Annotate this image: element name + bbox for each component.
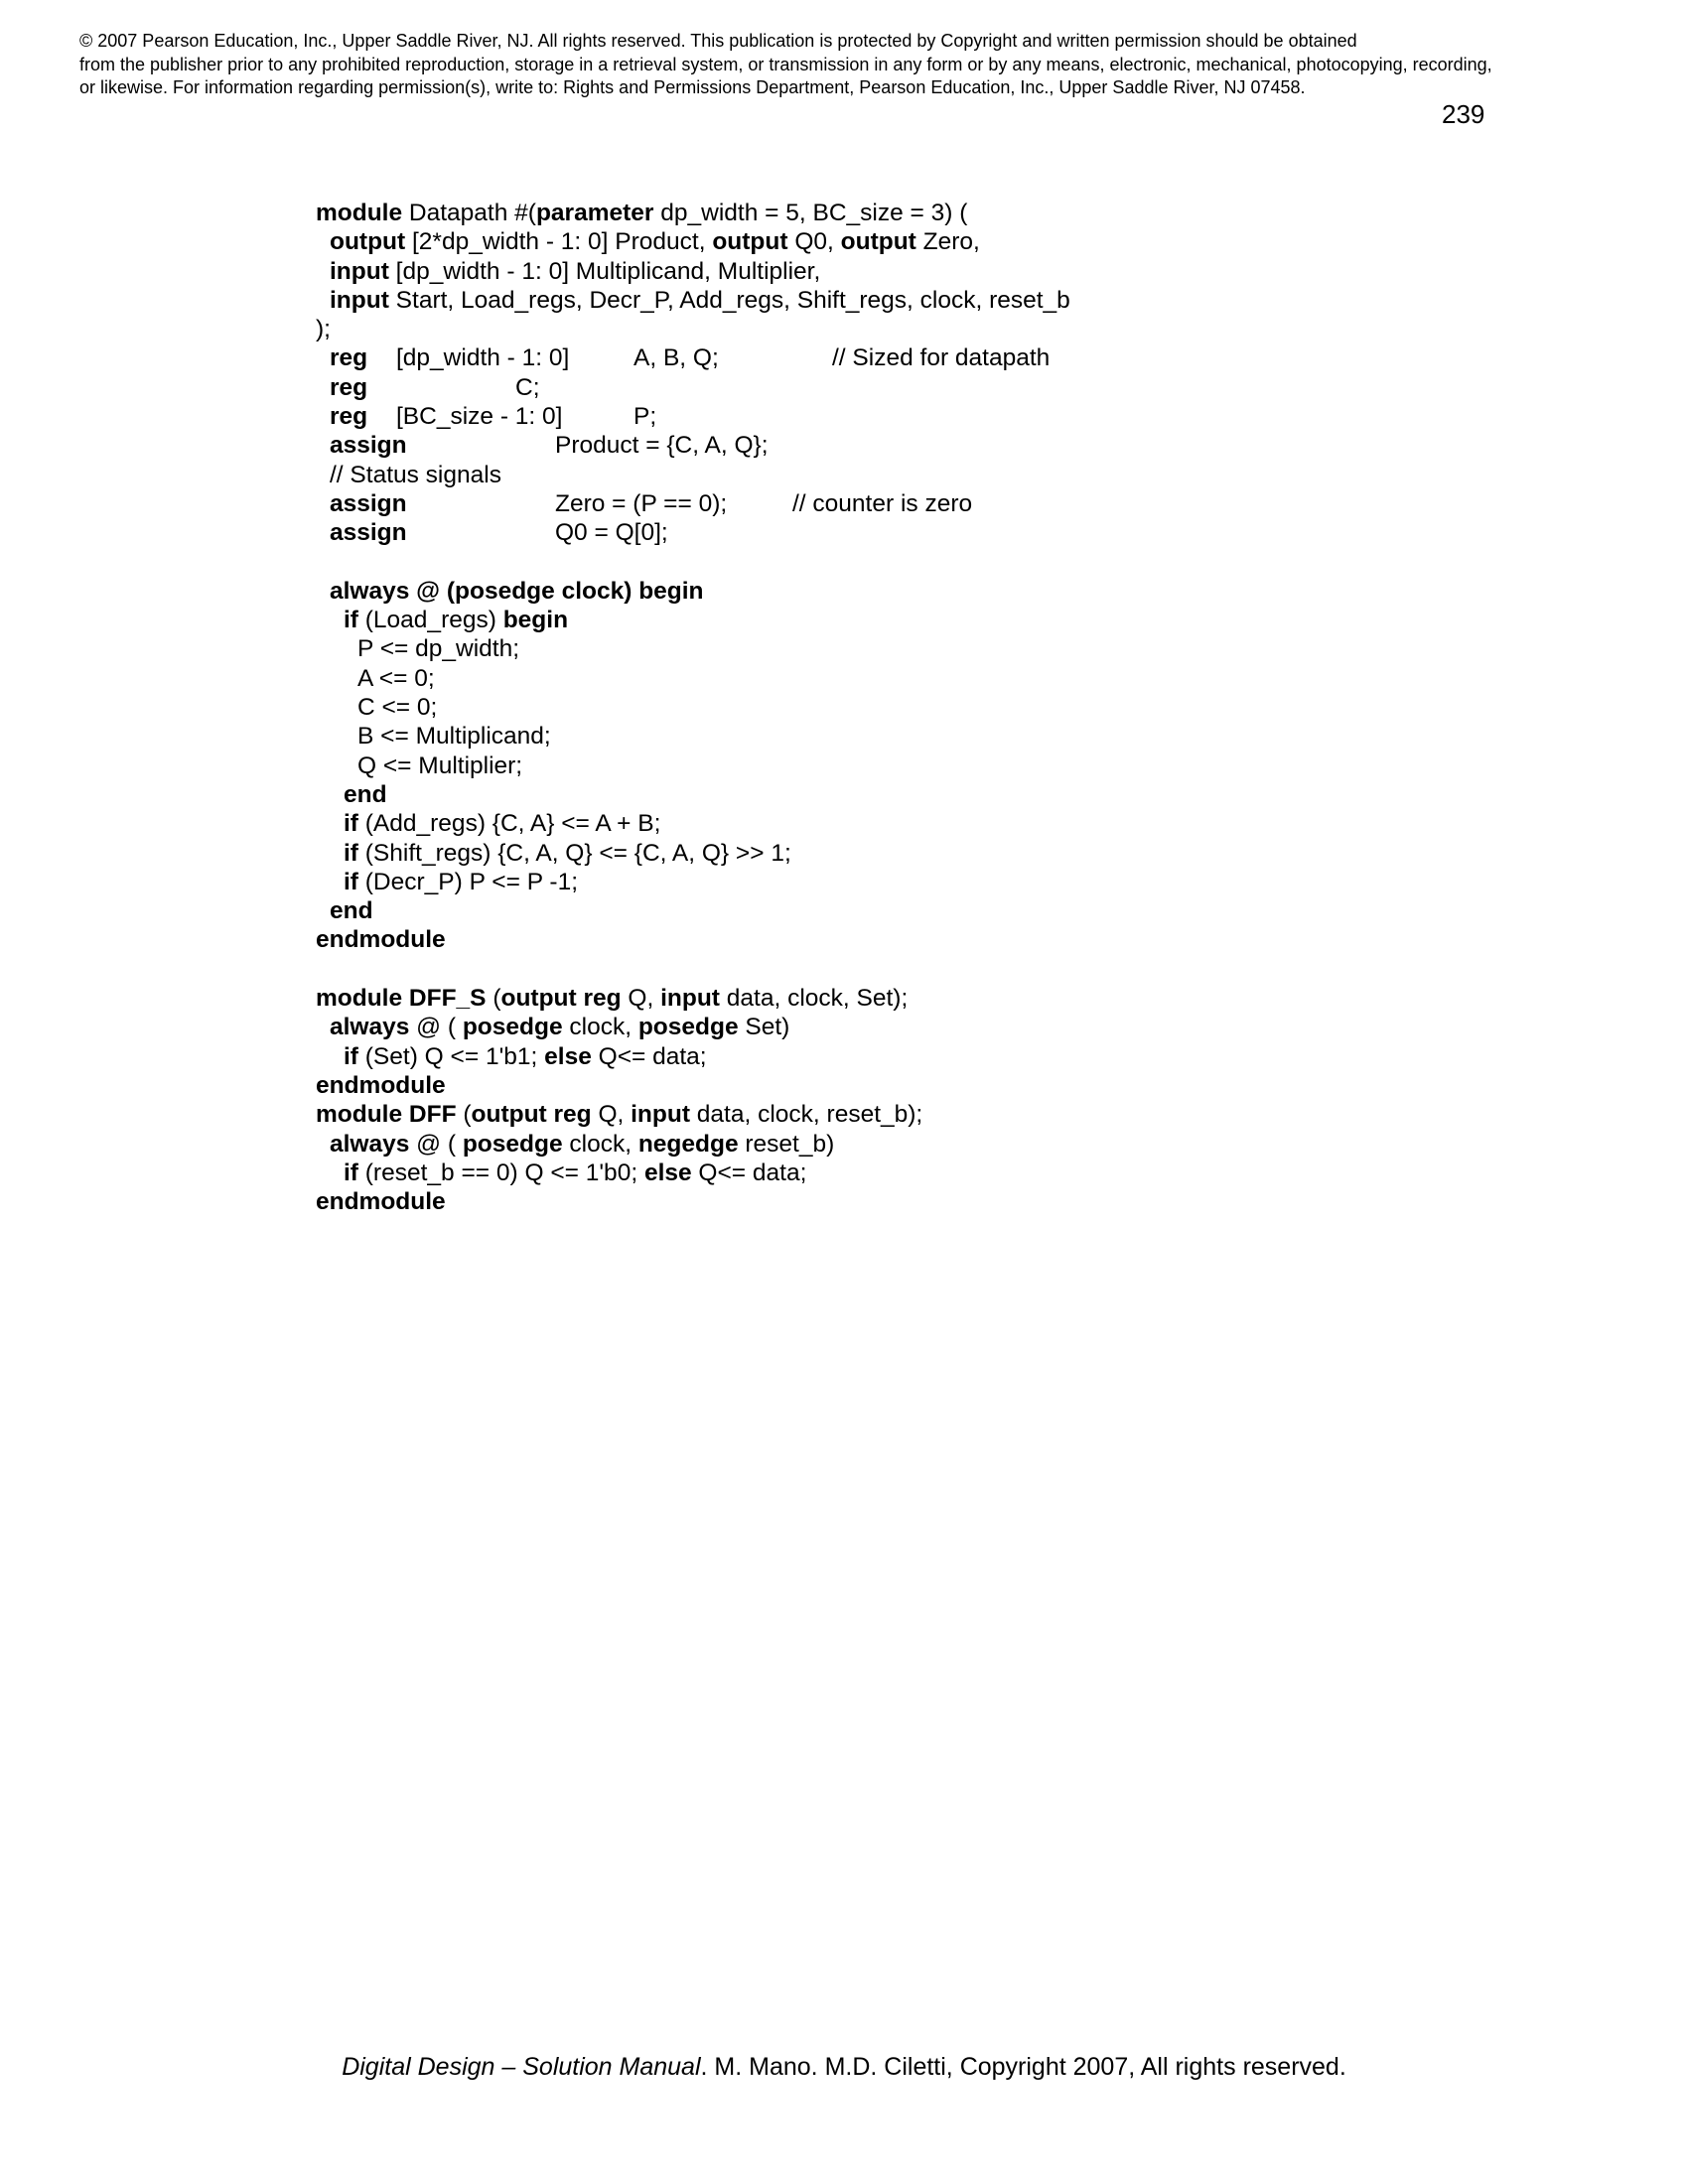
page-footer xyxy=(0,2053,1688,2082)
footer-credit: . M. Mano. M.D. Ciletti, Copyright 2007, All rights reserved. xyxy=(700,2053,1346,2081)
copyright-line: from the publisher prior to any prohibited reproduction, storage in a retrieval system, or transmission in any form or by any means, electronic, mechanical, photocopying, recording, xyxy=(79,54,1492,74)
page-number: 239 xyxy=(1442,99,1485,129)
copyright-line: or likewise. For information regarding permission(s), write to: Rights and Permissions Department, Pearson Education, Inc., Upper Saddle River, NJ 07458. xyxy=(79,77,1306,97)
copyright-notice xyxy=(79,30,1628,100)
book-title: Digital Design – Solution Manual xyxy=(342,2053,701,2081)
copyright-line: © 2007 Pearson Education, Inc., Upper Saddle River, NJ. All rights reserved. This publication is protected by Copyright and written permission should be obtained xyxy=(79,31,1357,51)
